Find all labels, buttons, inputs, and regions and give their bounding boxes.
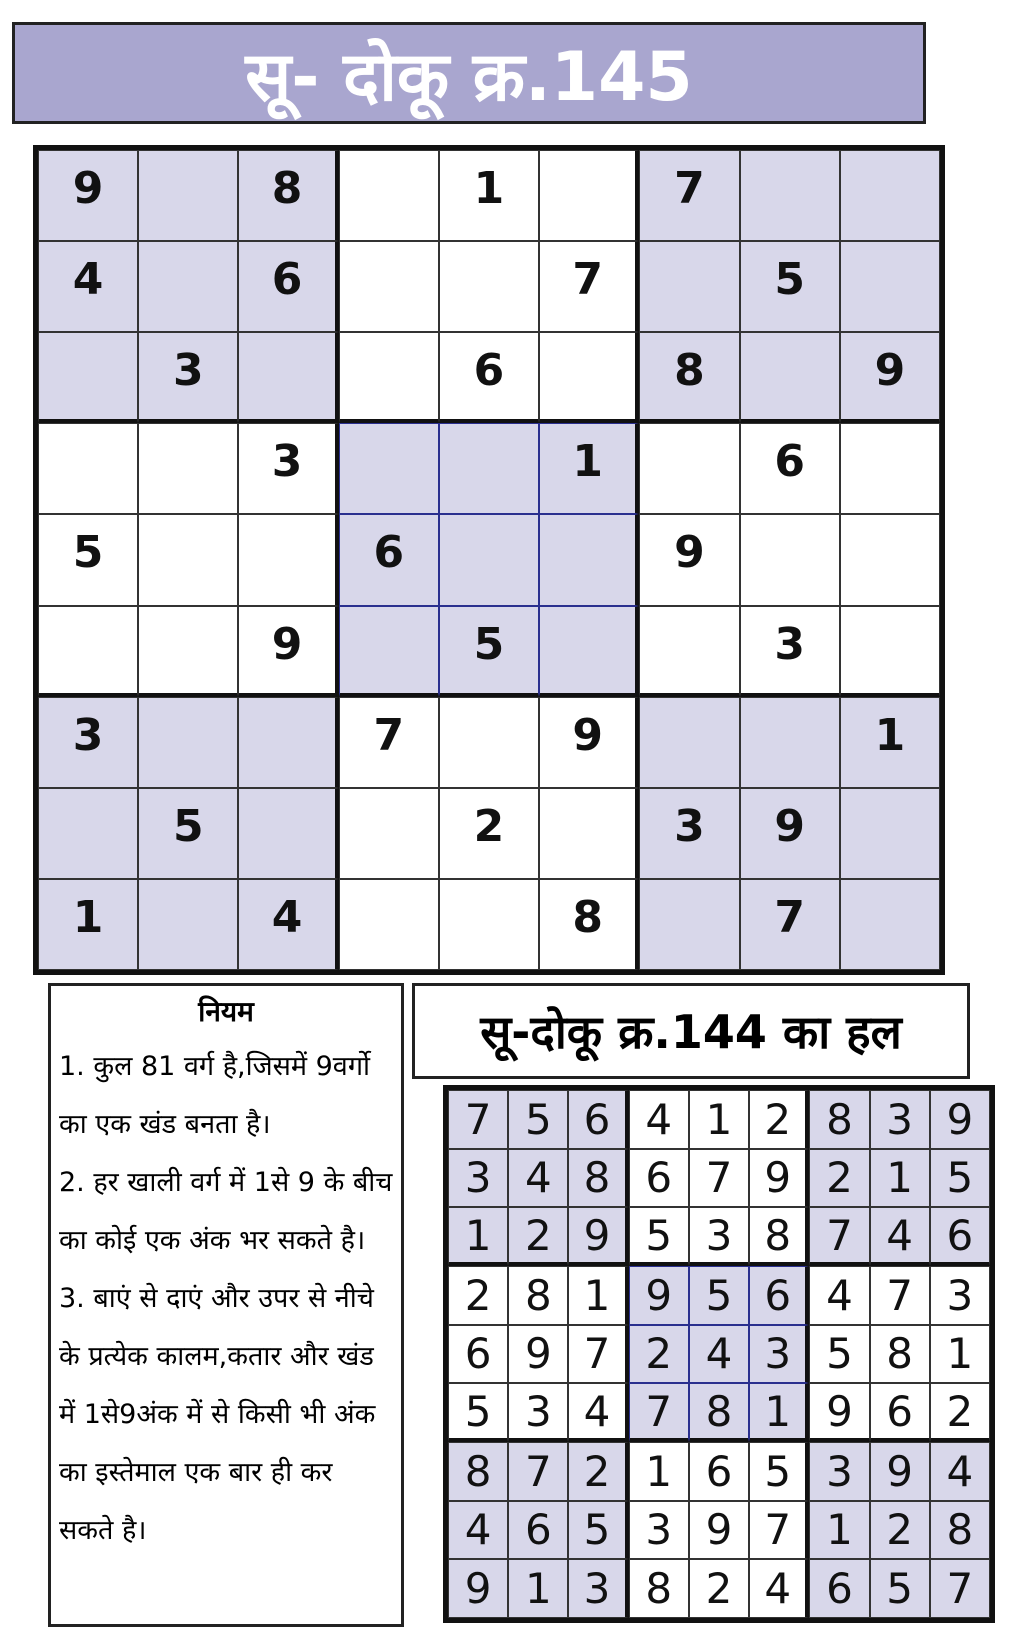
- solution-cell-r8c3: 5: [568, 1501, 628, 1560]
- puzzle-cell-r2c5: [439, 241, 539, 332]
- puzzle-cell-r8c7: 3: [639, 788, 739, 879]
- puzzle-cell-r7c3: [238, 697, 338, 788]
- rule-3: 3. बाएं से दाएं और उपर से नीचे के प्रत्येक कालम,कतार और खंड में 1से9अंक में से किसी भी अंक का इस्तेमाल एक बार ही कर सकते है।: [59, 1283, 376, 1546]
- puzzle-cell-r3c9: 9: [840, 332, 940, 423]
- puzzle-cell-r7c6: 9: [539, 697, 639, 788]
- puzzle-cell-r4c6: 1: [539, 423, 639, 514]
- puzzle-cell-r7c5: [439, 697, 539, 788]
- solution-cell-r8c8: 2: [870, 1501, 930, 1560]
- puzzle-cell-r3c4: [339, 332, 439, 423]
- solution-cell-r7c9: 4: [930, 1442, 990, 1501]
- puzzle-cell-r5c1: 5: [38, 514, 138, 605]
- solution-cell-r4c7: 4: [809, 1266, 869, 1325]
- solution-cell-r3c9: 6: [930, 1207, 990, 1266]
- solution-cell-r6c8: 6: [870, 1383, 930, 1442]
- solution-cell-r2c4: 6: [629, 1149, 689, 1208]
- puzzle-cell-r1c6: [539, 150, 639, 241]
- puzzle-cell-r1c3: 8: [238, 150, 338, 241]
- puzzle-cell-r1c2: [138, 150, 238, 241]
- solution-cell-r1c9: 9: [930, 1090, 990, 1149]
- puzzle-cell-r2c3: 6: [238, 241, 338, 332]
- solution-cell-r5c9: 1: [930, 1325, 990, 1384]
- solution-title: सू-दोकू क्र.144 का हल: [480, 1005, 902, 1059]
- solution-cell-r9c7: 6: [809, 1559, 869, 1618]
- solution-cell-r8c7: 1: [809, 1501, 869, 1560]
- solution-cell-r7c1: 8: [448, 1442, 508, 1501]
- solution-cell-r6c9: 2: [930, 1383, 990, 1442]
- puzzle-cell-r9c5: [439, 879, 539, 970]
- solution-cell-r2c5: 7: [689, 1149, 749, 1208]
- solution-cell-r9c4: 8: [629, 1559, 689, 1618]
- solution-cell-r5c1: 6: [448, 1325, 508, 1384]
- puzzle-cell-r4c5: [439, 423, 539, 514]
- puzzle-cell-r8c2: 5: [138, 788, 238, 879]
- puzzle-cell-r3c7: 8: [639, 332, 739, 423]
- solution-cell-r3c4: 5: [629, 1207, 689, 1266]
- puzzle-cell-r6c7: [639, 606, 739, 697]
- solution-cell-r6c6: 1: [749, 1383, 809, 1442]
- solution-cell-r6c2: 3: [508, 1383, 568, 1442]
- solution-cell-r8c1: 4: [448, 1501, 508, 1560]
- puzzle-cell-r3c1: [38, 332, 138, 423]
- puzzle-cell-r1c7: 7: [639, 150, 739, 241]
- puzzle-cell-r2c1: 4: [38, 241, 138, 332]
- puzzle-cell-r1c4: [339, 150, 439, 241]
- puzzle-title-banner: [12, 22, 926, 124]
- solution-cell-r2c6: 9: [749, 1149, 809, 1208]
- puzzle-cell-r5c8: [740, 514, 840, 605]
- solution-cell-r6c3: 4: [568, 1383, 628, 1442]
- puzzle-cell-r2c4: [339, 241, 439, 332]
- solution-cell-r5c2: 9: [508, 1325, 568, 1384]
- solution-cell-r6c1: 5: [448, 1383, 508, 1442]
- rule-2: 2. हर खाली वर्ग में 1से 9 के बीच का कोई एक अंक भर सकते है।: [59, 1167, 393, 1256]
- solution-cell-r7c5: 6: [689, 1442, 749, 1501]
- puzzle-cell-r2c9: [840, 241, 940, 332]
- puzzle-cell-r5c6: [539, 514, 639, 605]
- solution-cell-r2c1: 3: [448, 1149, 508, 1208]
- solution-title-box: [412, 983, 970, 1079]
- puzzle-cell-r9c7: [639, 879, 739, 970]
- solution-cell-r3c3: 9: [568, 1207, 628, 1266]
- puzzle-cell-r8c5: 2: [439, 788, 539, 879]
- solution-cell-r8c4: 3: [629, 1501, 689, 1560]
- solution-cell-r4c5: 5: [689, 1266, 749, 1325]
- solution-cell-r4c8: 7: [870, 1266, 930, 1325]
- puzzle-cell-r6c4: [339, 606, 439, 697]
- solution-cell-r4c4: 9: [629, 1266, 689, 1325]
- solution-cell-r4c1: 2: [448, 1266, 508, 1325]
- puzzle-cell-r9c6: 8: [539, 879, 639, 970]
- puzzle-cell-r9c4: [339, 879, 439, 970]
- solution-cell-r9c1: 9: [448, 1559, 508, 1618]
- solution-cell-r3c1: 1: [448, 1207, 508, 1266]
- puzzle-cell-r9c2: [138, 879, 238, 970]
- puzzle-cell-r1c1: 9: [38, 150, 138, 241]
- puzzle-cell-r8c1: [38, 788, 138, 879]
- puzzle-cell-r4c3: 3: [238, 423, 338, 514]
- rules-title: नियम: [198, 995, 254, 1028]
- sudoku-solution-grid: [443, 1085, 995, 1623]
- solution-cell-r9c2: 1: [508, 1559, 568, 1618]
- rules-panel: [48, 983, 404, 1627]
- solution-cell-r2c7: 2: [809, 1149, 869, 1208]
- solution-cell-r8c2: 6: [508, 1501, 568, 1560]
- solution-cell-r1c8: 3: [870, 1090, 930, 1149]
- puzzle-cell-r6c6: [539, 606, 639, 697]
- puzzle-cell-r2c2: [138, 241, 238, 332]
- solution-cell-r1c6: 2: [749, 1090, 809, 1149]
- solution-cell-r7c7: 3: [809, 1442, 869, 1501]
- puzzle-cell-r6c8: 3: [740, 606, 840, 697]
- solution-cell-r5c7: 5: [809, 1325, 869, 1384]
- puzzle-cell-r5c5: [439, 514, 539, 605]
- puzzle-cell-r4c4: [339, 423, 439, 514]
- solution-cell-r3c2: 2: [508, 1207, 568, 1266]
- puzzle-cell-r5c3: [238, 514, 338, 605]
- puzzle-cell-r8c4: [339, 788, 439, 879]
- puzzle-cell-r7c2: [138, 697, 238, 788]
- solution-cell-r7c3: 2: [568, 1442, 628, 1501]
- puzzle-cell-r4c2: [138, 423, 238, 514]
- solution-cell-r4c9: 3: [930, 1266, 990, 1325]
- puzzle-cell-r4c8: 6: [740, 423, 840, 514]
- solution-cell-r1c2: 5: [508, 1090, 568, 1149]
- solution-cell-r3c5: 3: [689, 1207, 749, 1266]
- solution-cell-r4c3: 1: [568, 1266, 628, 1325]
- puzzle-cell-r7c9: 1: [840, 697, 940, 788]
- puzzle-cell-r8c3: [238, 788, 338, 879]
- puzzle-cell-r7c8: [740, 697, 840, 788]
- solution-cell-r9c9: 7: [930, 1559, 990, 1618]
- solution-cell-r6c7: 9: [809, 1383, 869, 1442]
- puzzle-cell-r4c7: [639, 423, 739, 514]
- solution-cell-r7c8: 9: [870, 1442, 930, 1501]
- solution-cell-r6c5: 8: [689, 1383, 749, 1442]
- solution-cell-r9c3: 3: [568, 1559, 628, 1618]
- solution-cell-r5c4: 2: [629, 1325, 689, 1384]
- solution-cell-r5c8: 8: [870, 1325, 930, 1384]
- solution-cell-r4c6: 6: [749, 1266, 809, 1325]
- solution-cell-r9c6: 4: [749, 1559, 809, 1618]
- solution-cell-r1c4: 4: [629, 1090, 689, 1149]
- solution-cell-r3c7: 7: [809, 1207, 869, 1266]
- solution-cell-r6c4: 7: [629, 1383, 689, 1442]
- puzzle-cell-r5c9: [840, 514, 940, 605]
- puzzle-cell-r1c5: 1: [439, 150, 539, 241]
- solution-cell-r3c6: 8: [749, 1207, 809, 1266]
- solution-cell-r8c9: 8: [930, 1501, 990, 1560]
- puzzle-cell-r3c6: [539, 332, 639, 423]
- puzzle-cell-r6c3: 9: [238, 606, 338, 697]
- puzzle-title: सू- दोकू क्र.145: [245, 37, 693, 117]
- puzzle-cell-r8c8: 9: [740, 788, 840, 879]
- solution-cell-r5c6: 3: [749, 1325, 809, 1384]
- solution-cell-r5c3: 7: [568, 1325, 628, 1384]
- puzzle-cell-r6c1: [38, 606, 138, 697]
- solution-cell-r5c5: 4: [689, 1325, 749, 1384]
- solution-cell-r3c8: 4: [870, 1207, 930, 1266]
- puzzle-cell-r3c3: [238, 332, 338, 423]
- puzzle-cell-r4c9: [840, 423, 940, 514]
- puzzle-cell-r5c7: 9: [639, 514, 739, 605]
- solution-cell-r8c6: 7: [749, 1501, 809, 1560]
- solution-cell-r8c5: 9: [689, 1501, 749, 1560]
- solution-cell-r9c5: 2: [689, 1559, 749, 1618]
- puzzle-cell-r9c1: 1: [38, 879, 138, 970]
- solution-cell-r2c2: 4: [508, 1149, 568, 1208]
- puzzle-cell-r3c8: [740, 332, 840, 423]
- solution-cell-r1c3: 6: [568, 1090, 628, 1149]
- solution-cell-r1c5: 1: [689, 1090, 749, 1149]
- puzzle-cell-r2c6: 7: [539, 241, 639, 332]
- puzzle-cell-r3c5: 6: [439, 332, 539, 423]
- puzzle-cell-r9c8: 7: [740, 879, 840, 970]
- puzzle-cell-r7c4: 7: [339, 697, 439, 788]
- puzzle-cell-r4c1: [38, 423, 138, 514]
- solution-cell-r2c8: 1: [870, 1149, 930, 1208]
- solution-cell-r4c2: 8: [508, 1266, 568, 1325]
- puzzle-cell-r3c2: 3: [138, 332, 238, 423]
- puzzle-cell-r9c3: 4: [238, 879, 338, 970]
- puzzle-cell-r2c7: [639, 241, 739, 332]
- puzzle-cell-r1c9: [840, 150, 940, 241]
- solution-cell-r7c4: 1: [629, 1442, 689, 1501]
- solution-cell-r9c8: 5: [870, 1559, 930, 1618]
- puzzle-cell-r2c8: 5: [740, 241, 840, 332]
- puzzle-cell-r8c6: [539, 788, 639, 879]
- puzzle-cell-r6c9: [840, 606, 940, 697]
- puzzle-cell-r7c1: 3: [38, 697, 138, 788]
- puzzle-cell-r9c9: [840, 879, 940, 970]
- solution-cell-r2c3: 8: [568, 1149, 628, 1208]
- puzzle-cell-r8c9: [840, 788, 940, 879]
- puzzle-cell-r5c2: [138, 514, 238, 605]
- solution-cell-r1c7: 8: [809, 1090, 869, 1149]
- solution-cell-r7c2: 7: [508, 1442, 568, 1501]
- puzzle-cell-r1c8: [740, 150, 840, 241]
- solution-cell-r1c1: 7: [448, 1090, 508, 1149]
- puzzle-cell-r7c7: [639, 697, 739, 788]
- solution-cell-r2c9: 5: [930, 1149, 990, 1208]
- solution-cell-r7c6: 5: [749, 1442, 809, 1501]
- puzzle-cell-r6c2: [138, 606, 238, 697]
- puzzle-cell-r5c4: 6: [339, 514, 439, 605]
- puzzle-cell-r6c5: 5: [439, 606, 539, 697]
- rule-1: 1. कुल 81 वर्ग है,जिसमें 9वर्गो का एक खंड बनता है।: [59, 1051, 371, 1140]
- sudoku-puzzle-grid: [33, 145, 945, 975]
